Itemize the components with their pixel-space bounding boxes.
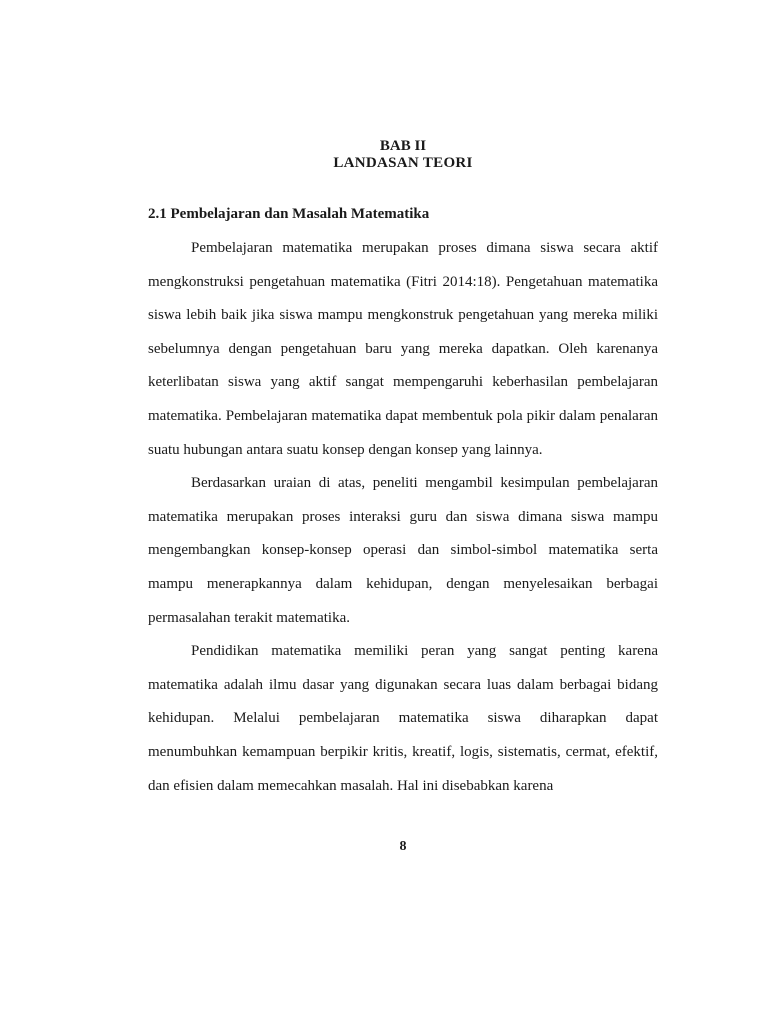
section-heading: 2.1 Pembelajaran dan Masalah Matematika: [148, 206, 430, 222]
chapter-number: BAB II: [379, 138, 427, 154]
paragraph: Pendidikan matematika memiliki peran yang sangat penting karena matematika adalah ilmu dasar yang digunakan secara luas dalam berbagai bidang kehidupan. Melalui pembelajaran matematika siswa diharapkan dapat menumbuhkan kemampuan berpikir kritis, kreatif, logis, sistematis, cermat, efektif, dan efisien dalam memecahkan masalah. Hal ini disebabkan karena: [148, 643, 658, 794]
page-number: 8: [399, 839, 407, 854]
body-text: [148, 232, 658, 803]
paragraph: Pembelajaran matematika merupakan proses dimana siswa secara aktif mengkonstruksi pengetahuan matematika (Fitri 2014:18). Pengetahuan matematika siswa lebih baik jika siswa mampu mengkonstruk pengetahuan yang mereka miliki sebelumnya dengan pengetahuan baru yang mereka dapatkan. Oleh karenanya keterlibatan siswa yang aktif sangat mempengaruhi keberhasilan pembelajaran matematika. Pembelajaran matematika dapat membentuk pola pikir dalam penalaran suatu hubungan antara suatu konsep dengan konsep yang lainnya.: [148, 240, 658, 458]
paragraph: Berdasarkan uraian di atas, peneliti mengambil kesimpulan pembelajaran matematika merupakan proses interaksi guru dan siswa dimana siswa mampu mengembangkan konsep-konsep operasi dan simbol-simbol matematika serta mampu menerapkannya dalam kehidupan, dengan menyelesaikan berbagai permasalahan terakit matematika.: [148, 475, 658, 626]
chapter-title: LANDASAN TEORI: [333, 155, 473, 171]
